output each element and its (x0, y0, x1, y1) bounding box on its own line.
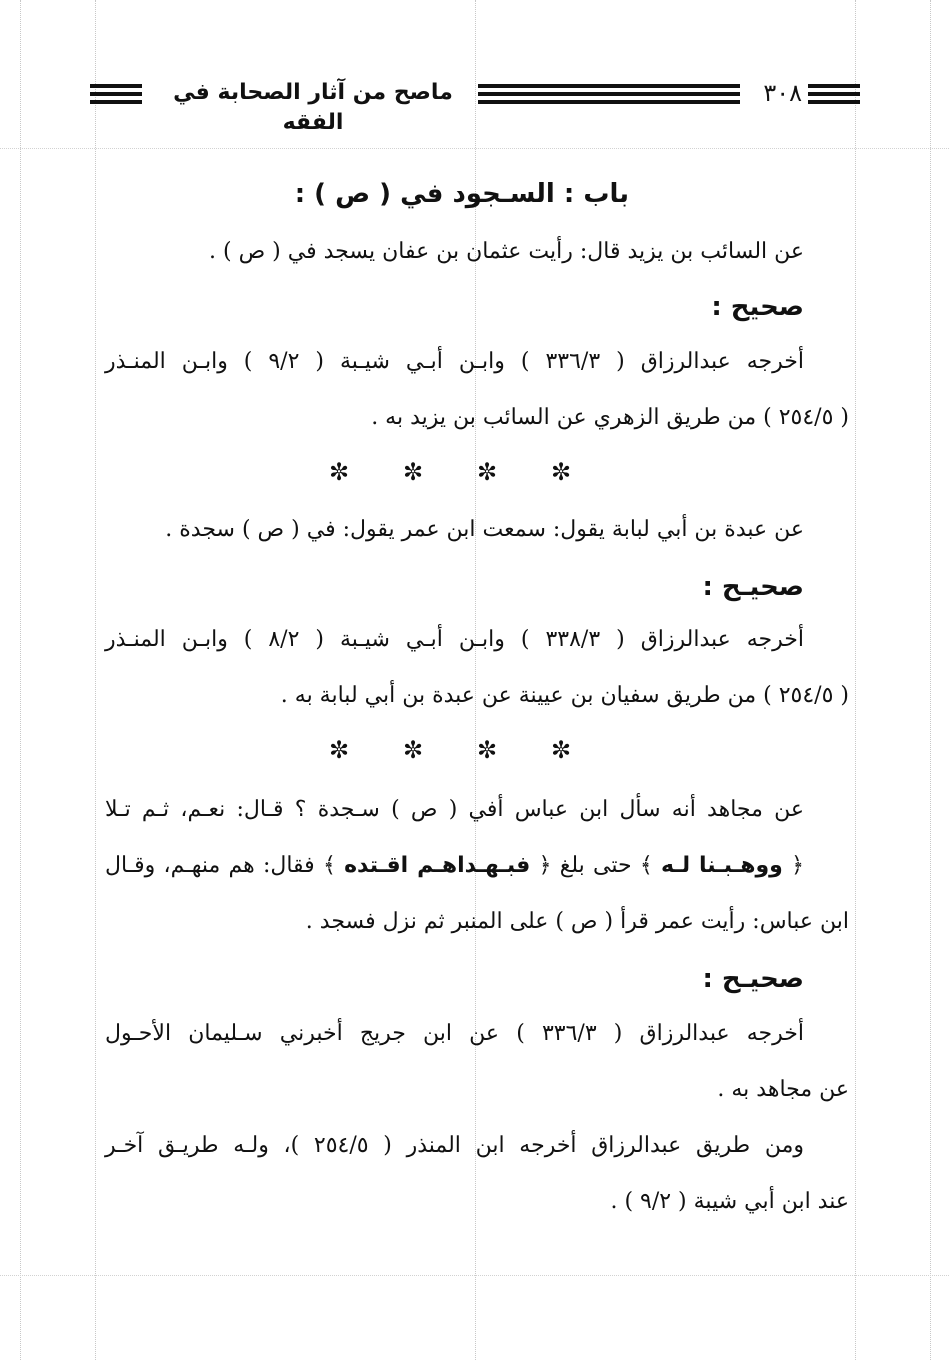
source-text: ( ٢٥٤/٥ ) من طريق الزهري عن السائب بن يزيد به . (371, 405, 849, 430)
section-separator (302, 736, 598, 764)
source-text: ومن طريق عبدالرزاق أخرجه ابن المنذر ( ٢٥٤/٥ )، ولـه طريـق آخـر (105, 1133, 804, 1158)
narration-text: ابن عباس: رأيت عمر قرأ ( ص ) على المنبر ثم نزل فسجد . (305, 909, 849, 934)
book-title: ماصح من آثار الصحابة في الفقه (173, 80, 453, 135)
scan-guide (855, 0, 856, 1360)
star-ornament-icon: ✼ (328, 458, 350, 486)
quran-bracket-close: ﴾ (639, 853, 653, 878)
verdict-label: صحيح : (711, 292, 804, 322)
narration-text-with-quran (105, 850, 804, 882)
star-ornament-icon: ✼ (476, 736, 498, 764)
source-text: أخرجه عبدالرزاق ( ٣٣٦/٣ ) وابـن أبـي شيـبة ( ٩/٢ ) وابـن المنـذر (105, 349, 804, 374)
source-text: عند ابن أبي شيبة ( ٩/٢ ) . (610, 1189, 849, 1214)
running-header (90, 78, 860, 135)
star-ornament-icon: ✼ (402, 458, 424, 486)
narration-segment: فقال: هم منهـم، وقـال (105, 853, 315, 878)
star-ornament-icon: ✼ (476, 458, 498, 486)
narration-text: عن السائب بن يزيد قال: رأيت عثمان بن عفان يسجد في ( ص ) . (209, 239, 804, 264)
source-text: ( ٢٥٤/٥ ) من طريق سفيان بن عيينة عن عبدة بن أبي لبابة به . (280, 683, 849, 708)
verdict-label: صحيـح : (702, 964, 804, 994)
source-text: عن مجاهد به . (717, 1077, 849, 1102)
star-ornament-icon: ✼ (328, 736, 350, 764)
star-ornament-icon: ✼ (550, 458, 572, 486)
star-ornament-icon: ✼ (402, 736, 424, 764)
source-text: أخرجه عبدالرزاق ( ٣٣٨/٣ ) وابـن أبـي شيـبة ( ٨/٢ ) وابـن المنـذر (105, 627, 804, 652)
header-rule (478, 84, 740, 104)
verdict-label: صحيـح : (702, 572, 804, 602)
quran-bracket-open: ﴿ (538, 853, 552, 878)
scan-guide (20, 0, 21, 1360)
scan-guide (0, 1275, 949, 1276)
scan-guide (930, 0, 931, 1360)
page-number: ٣٠٨ (763, 79, 802, 107)
star-ornament-icon: ✼ (550, 736, 572, 764)
header-rule (90, 84, 142, 104)
narration-text: عن مجاهد أنه سأل ابن عباس أفي ( ص ) سـجدة ؟ قـال: نعـم، ثـم تـلا (105, 797, 804, 822)
quran-bracket-open: ﴿ (791, 853, 804, 878)
header-rule (808, 84, 860, 104)
section-separator (302, 458, 598, 486)
source-text: أخرجه عبدالرزاق ( ٣٣٦/٣ ) عن ابن جريج أخبرني سـليمان الأحـول (105, 1021, 804, 1046)
scan-guide (95, 0, 96, 1360)
scan-guide (0, 148, 949, 149)
narration-text: عن عبدة بن أبي لبابة يقول: سمعت ابن عمر يقول: في ( ص ) سجدة . (165, 517, 804, 542)
quran-quote: ووهـبـنا لـه (660, 853, 783, 878)
quran-bracket-close: ﴾ (322, 853, 336, 878)
quran-quote: فبـهـداهـم اقـتده (344, 853, 531, 878)
chapter-heading: باب : السـجود في ( ص ) : (294, 179, 629, 209)
narration-segment: حتى بلغ (559, 853, 632, 878)
